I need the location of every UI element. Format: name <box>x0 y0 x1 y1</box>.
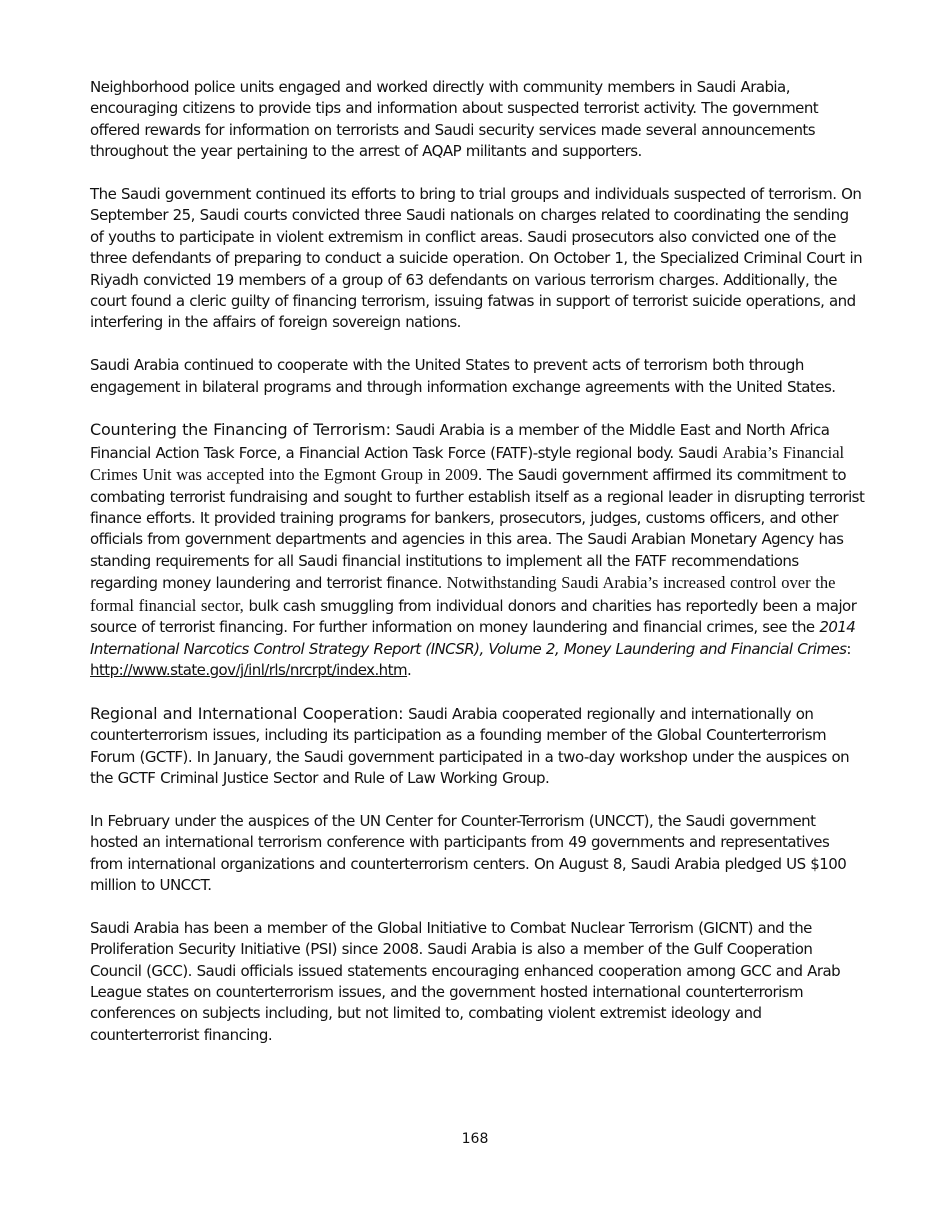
section-countering-financing <box>90 419 865 681</box>
cft-text-2: The Saudi government affirmed its commitment to combating terrorist fundraising and sought to further establish itself as a regional leader in disrupting terrorist finance efforts. It provided training programs for bankers, prosecutors, judges, customs officers, and other officials from government departments and agencies in this area. The Saudi Arabian Monetary Agency has standing requirements for all Saudi financial institutions to implement all the FATF recommendations regarding money laundering and terrorist finance. <box>90 466 865 593</box>
paragraph-trials: The Saudi government continued its efforts to bring to trial groups and individuals suspected of terrorism. On September 25, Saudi courts convicted three Saudi nationals on charges related to coordinating the sending of youths to participate in violent extremism in conflict areas. Saudi prosecutors also convicted one of the three defendants of preparing to conduct a suicide operation. On October 1, the Specialized Criminal Court in Riyadh convicted 19 members of a group of 63 defendants on various terrorism charges. Additionally, the court found a cleric guilty of financing terrorism, issuing fatwas in support of terrorist suicide operations, and interfering in the affairs of foreign sovereign nations. <box>90 185 863 332</box>
paragraph-gicnt: Saudi Arabia has been a member of the Global Initiative to Combat Nuclear Terrorism (GICNT) and the Proliferation Security Initiative (PSI) since 2008. Saudi Arabia is also a member of the Gulf Cooperation Council (GCC). Saudi officials issued statements encouraging enhanced cooperation among GCC and Arab League states on counterterrorism issues, and the government hosted international counterterrorism conferences on subjects including, but not limited to, combating violent extremist ideology and counterterrorist financing. <box>90 918 841 1044</box>
cft-serif-text-2: Notwithstanding Saudi Arabia’s increased control over the formal financial sector, <box>90 573 836 615</box>
cft-text-1: Saudi Arabia is a member of the Middle East and North Africa Financial Action Task Force, a Financial Action Task Force (FATF)-style regional body. Saudi <box>90 421 830 462</box>
cft-period: . <box>407 660 412 679</box>
section-regional-cooperation <box>90 703 865 790</box>
cft-colon: : <box>846 639 851 658</box>
paragraph-us-cooperation: Saudi Arabia continued to cooperate with the United States to prevent acts of terrorism both through engagement in bilateral programs and through information exchange agreements with the United States. <box>90 356 836 396</box>
cft-serif-text-1: Arabia’s Financial Crimes Unit was accepted into the Egmont Group in 2009. <box>90 442 845 485</box>
cft-text-3: bulk cash smuggling from individual donors and charities has reportedly been a major source of terrorist financing. For further information on money laundering and financial crimes, see the <box>90 596 857 637</box>
paragraph-community-policing: Neighborhood police units engaged and worked directly with community members in Saudi Arabia, encouraging citizens to provide tips and information about suspected terrorist activity. The government offered rewards for information on terrorists and Saudi security services made several announcements throughout the year pertaining to the arrest of AQAP militants and supporters. <box>90 78 819 161</box>
document-body <box>90 77 865 1068</box>
page-number: 168 <box>461 1131 489 1147</box>
incsr-link[interactable]: http://www.state.gov/j/inl/rls/nrcrpt/index.htm <box>90 660 408 679</box>
ric-text: Saudi Arabia cooperated regionally and internationally on counterterrorism issues, including its participation as a founding member of the Global Counterterrorism Forum (GCTF). In January, the Saudi government participated in a two-day workshop under the auspices on the GCTF Criminal Justice Sector and Rule of Law Working Group. <box>90 704 850 787</box>
section-heading-ric: Regional and International Cooperation: <box>90 703 404 723</box>
paragraph-uncct: In February under the auspices of the UN Center for Counter-Terrorism (UNCCT), the Saudi government hosted an international terrorism conference with participants from 49 governments and representatives from international organizations and counterterrorism centers. On August 8, Saudi Arabia pledged US $100 million to UNCCT. <box>90 811 847 894</box>
report-title: 2014 International Narcotics Control Strategy Report (INCSR), Volume 2, Money Laundering and Financial Crimes <box>90 618 856 658</box>
section-heading-cft: Countering the Financing of Terrorism: <box>90 420 391 440</box>
